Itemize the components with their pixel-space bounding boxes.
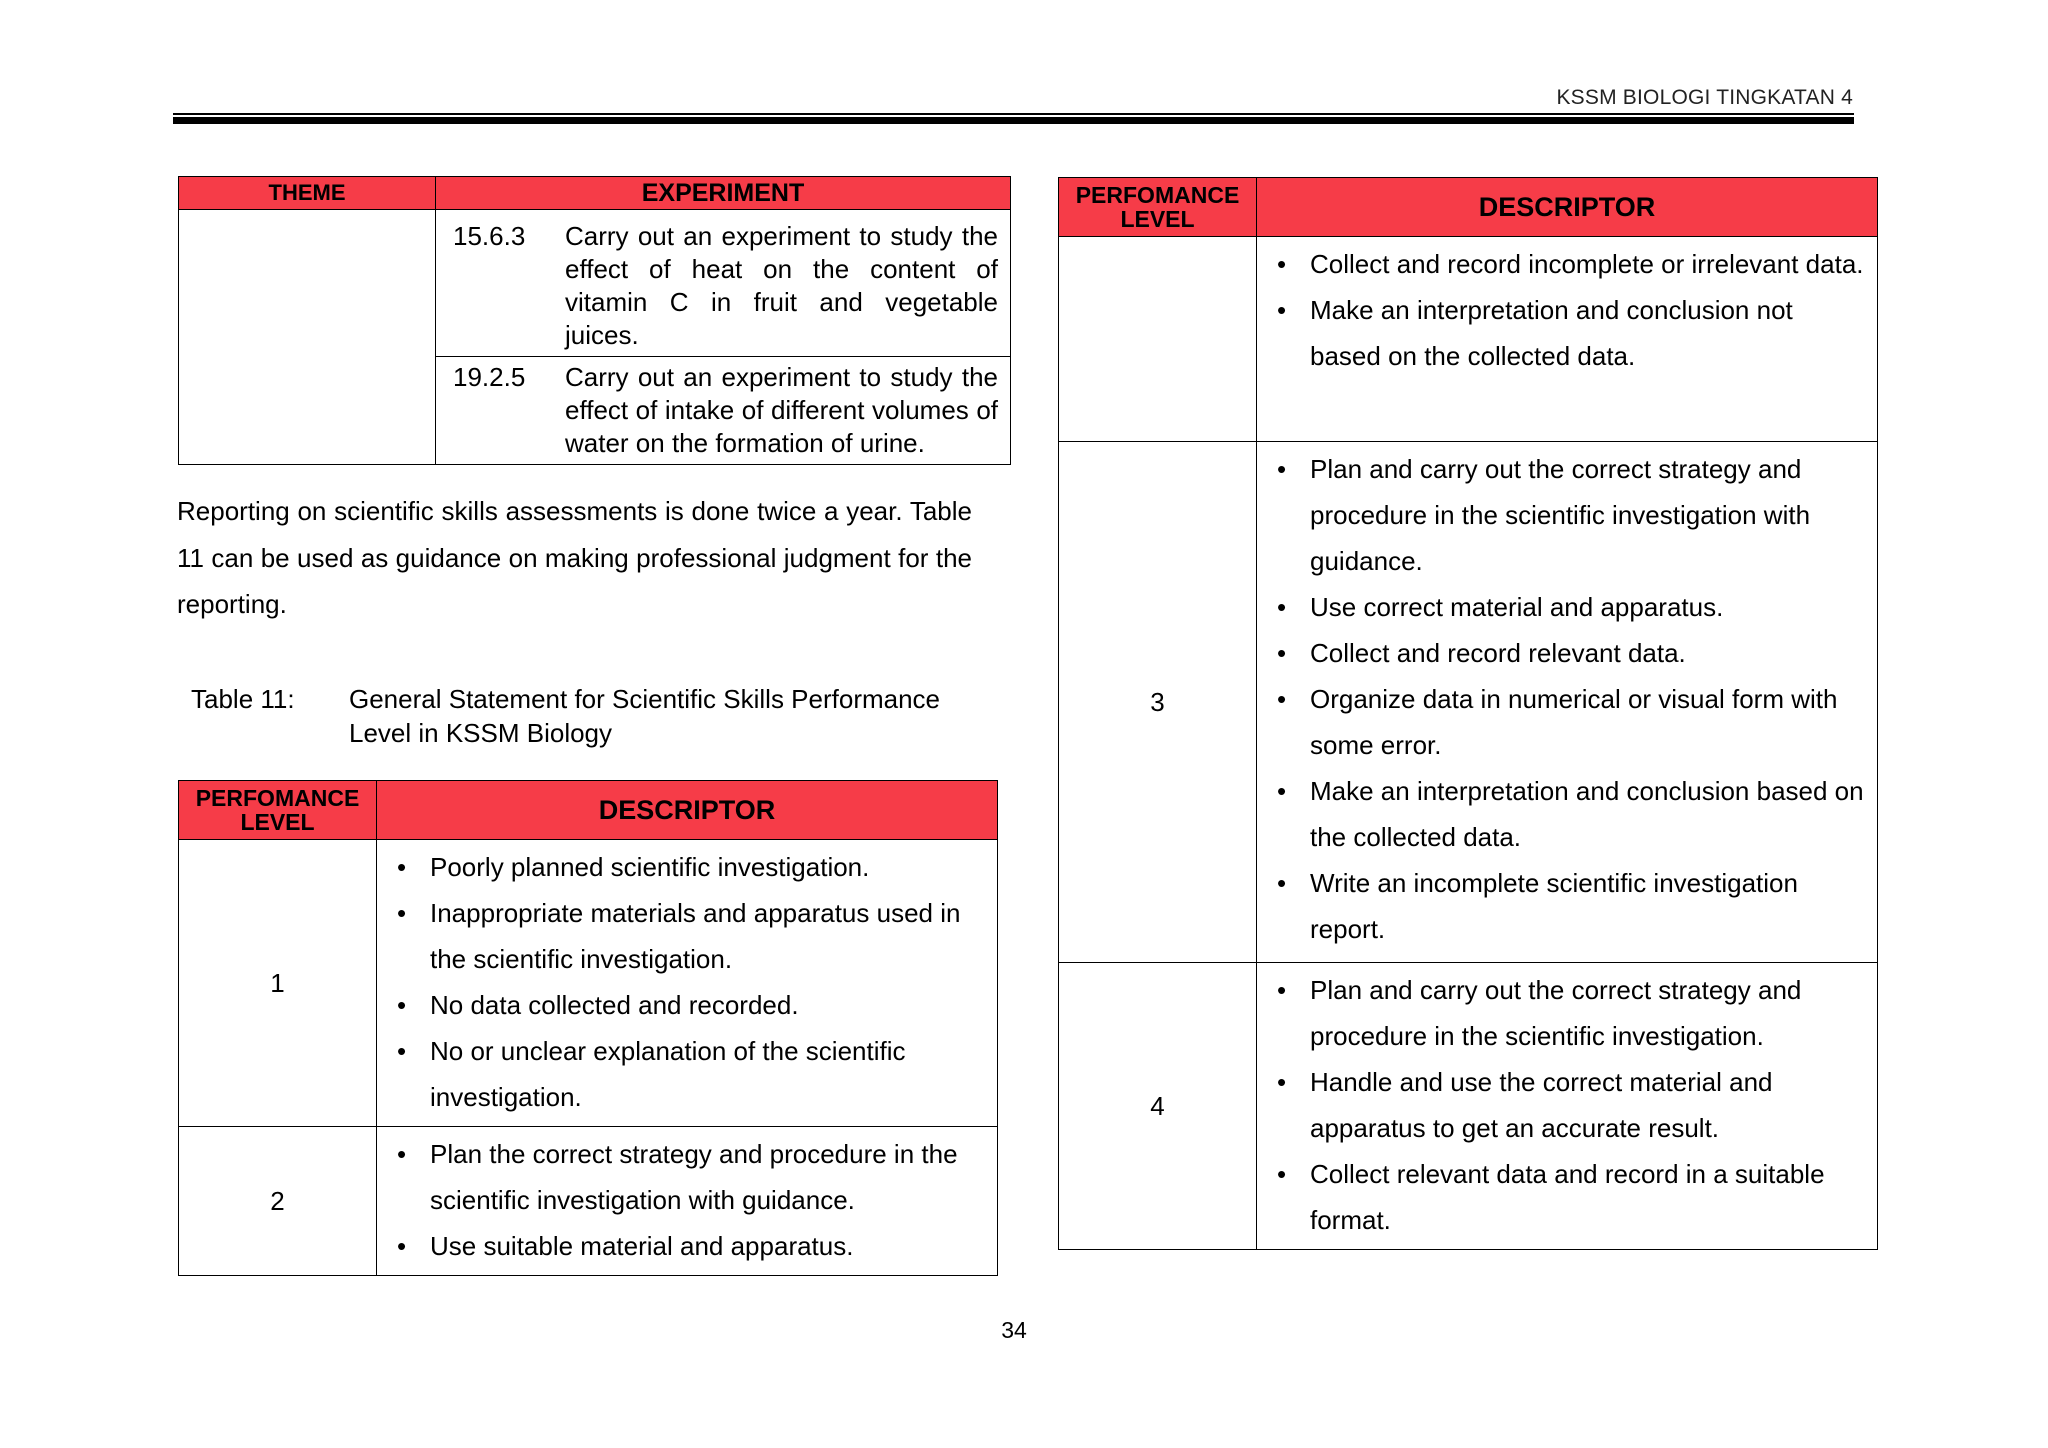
list-item: • Collect relevant data and record in a suitable format. (1257, 1151, 1867, 1243)
experiment-code: 19.2.5 (453, 362, 526, 392)
list-item: • Plan and carry out the correct strategy and procedure in the scientific investigation with guidance. (1257, 446, 1867, 584)
experiment-text: Carry out an experiment to study the effect of heat on the content of vitamin C in fruit and vegetable juices. (565, 221, 998, 350)
caption-title: General Statement for Scientific Skills Performance Level in KSSM Biology (349, 684, 941, 748)
list-item: • Make an interpretation and conclusion not based on the collected data. (1257, 287, 1867, 379)
list-item: • Use suitable material and apparatus. (377, 1223, 987, 1269)
descriptor-cell (377, 840, 998, 1127)
descriptor-list (377, 844, 987, 1120)
list-item: • Plan and carry out the correct strategy and procedure in the scientific investigation. (1257, 967, 1867, 1059)
theme-header: THEME (179, 177, 436, 210)
descriptor-header: DESCRIPTOR (1257, 178, 1878, 237)
list-item: • No or unclear explanation of the scientific investigation. (377, 1028, 987, 1120)
list-item: • No data collected and recorded. (377, 982, 987, 1028)
descriptor-list (1257, 446, 1867, 952)
level-cell (1059, 237, 1257, 442)
performance-table-right (1058, 177, 1878, 1250)
running-header: KSSM BIOLOGI TINGKATAN 4 (1556, 86, 1853, 109)
list-item: • Collect and record relevant data. (1257, 630, 1867, 676)
table-caption (191, 682, 989, 750)
level-cell: 4 (1059, 963, 1257, 1250)
table-row (1059, 442, 1878, 963)
experiment-table-header (179, 177, 1011, 210)
table-row (179, 840, 998, 1127)
descriptor-list (377, 1131, 987, 1269)
page-number: 34 (1001, 1317, 1027, 1343)
experiment-cell (436, 357, 1011, 465)
list-item: • Organize data in numerical or visual form with some error. (1257, 676, 1867, 768)
descriptor-list (1257, 241, 1867, 379)
experiment-item (436, 210, 1010, 356)
list-item: • Make an interpretation and conclusion based on the collected data. (1257, 768, 1867, 860)
descriptor-cell (1257, 237, 1878, 442)
descriptor-cell (1257, 442, 1878, 963)
experiment-header: EXPERIMENT (436, 177, 1011, 210)
table-row (179, 210, 1011, 357)
table-row (1059, 237, 1878, 442)
header-rule-thin (173, 113, 1854, 115)
descriptor-header: DESCRIPTOR (377, 781, 998, 840)
performance-table-left (178, 780, 998, 1276)
table-row (1059, 963, 1878, 1250)
level-cell: 3 (1059, 442, 1257, 963)
level-cell: 2 (179, 1127, 377, 1276)
list-item: • Use correct material and apparatus. (1257, 584, 1867, 630)
caption-label: Table 11: (191, 684, 295, 714)
header-rule-thick (173, 117, 1854, 124)
body-paragraph: Reporting on scientific skills assessments is done twice a year. Table 11 can be used as guidance on making professional judgment for the reporting. (177, 496, 972, 619)
list-item: • Plan the correct strategy and procedure in the scientific investigation with guidance. (377, 1131, 987, 1223)
descriptor-list (1257, 967, 1867, 1243)
descriptor-cell (377, 1127, 998, 1276)
level-header: PERFOMANCE LEVEL (1059, 178, 1257, 237)
table-row (179, 1127, 998, 1276)
list-item: • Inappropriate materials and apparatus used in the scientific investigation. (377, 890, 987, 982)
list-item: • Poorly planned scientific investigation. (377, 844, 987, 890)
performance-header-row (179, 781, 998, 840)
experiment-text: Carry out an experiment to study the effect of intake of different volumes of water on the formation of urine. (565, 362, 998, 458)
descriptor-cell (1257, 963, 1878, 1250)
experiment-table (178, 176, 1011, 465)
experiment-cell (436, 210, 1011, 357)
level-cell: 1 (179, 840, 377, 1127)
theme-cell (179, 210, 436, 465)
level-header: PERFOMANCE LEVEL (179, 781, 377, 840)
experiment-item (436, 357, 1010, 464)
list-item: • Write an incomplete scientific investigation report. (1257, 860, 1867, 952)
performance-header-row (1059, 178, 1878, 237)
experiment-code: 15.6.3 (453, 221, 526, 251)
list-item: • Handle and use the correct material and apparatus to get an accurate result. (1257, 1059, 1867, 1151)
list-item: • Collect and record incomplete or irrelevant data. (1257, 241, 1867, 287)
